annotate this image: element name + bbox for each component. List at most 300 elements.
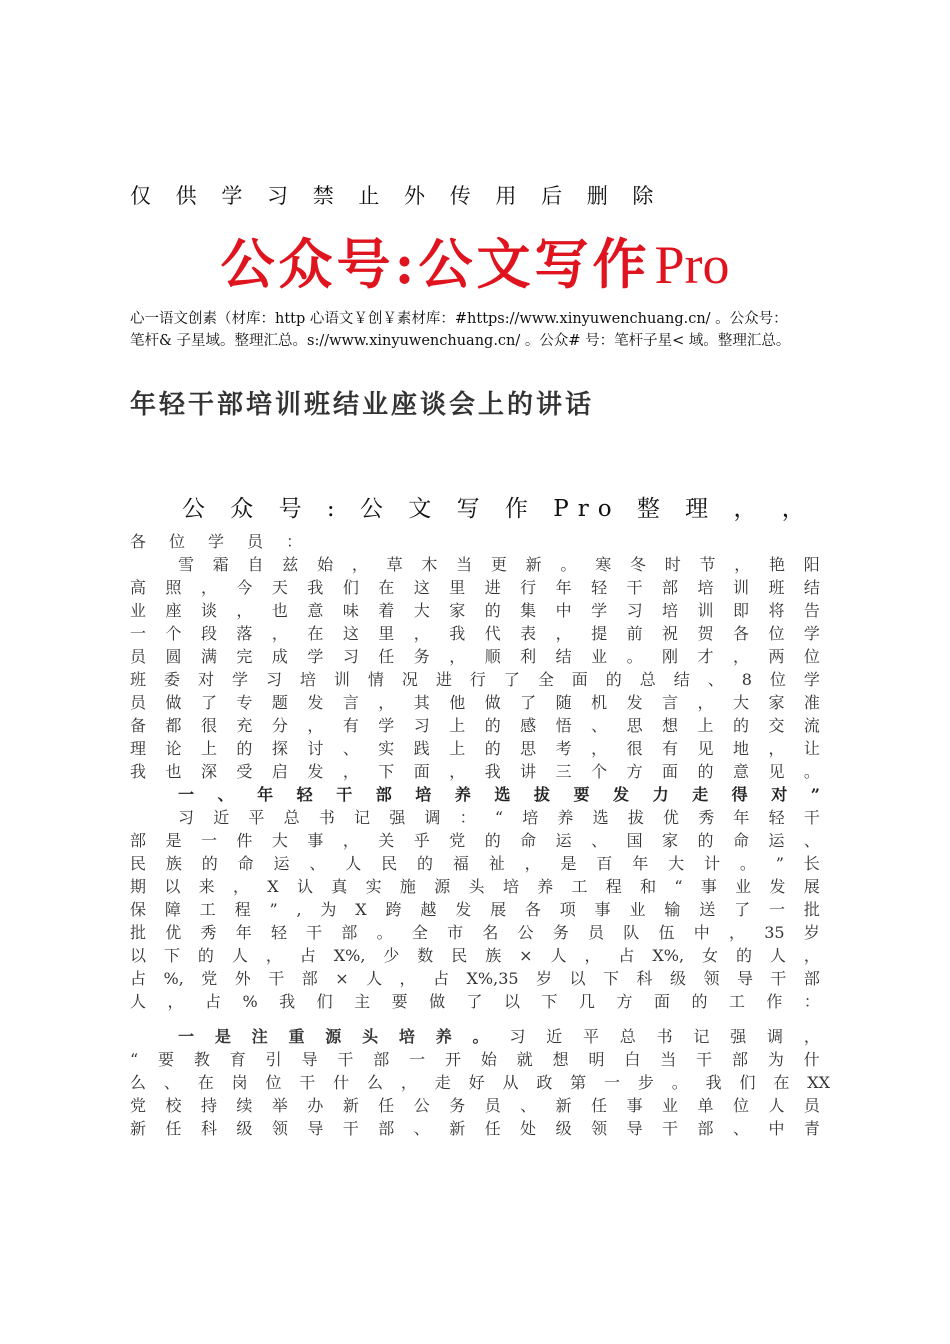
glyph: ： [803, 992, 820, 1011]
glyph: 充 [236, 716, 253, 735]
text-line [130, 990, 820, 1013]
glyph: 部 [697, 1119, 714, 1138]
section-heading [130, 783, 820, 806]
glyph: 事 [307, 831, 324, 850]
glyph: 事 [594, 900, 611, 919]
glyph: 在 [197, 1073, 214, 1092]
glyph: 轻 [296, 785, 313, 804]
glyph: 在 [307, 624, 324, 643]
glyph: 中 [555, 601, 572, 620]
glyph: 考 [555, 739, 572, 758]
glyph: 务 [552, 923, 569, 942]
glyph: 让 [803, 739, 820, 758]
glyph: 。 [376, 923, 393, 942]
glyph: 运 [768, 831, 785, 850]
glyph: 意 [307, 601, 324, 620]
glyph: 着 [378, 601, 395, 620]
glyph: 任 [378, 1096, 395, 1115]
glyph: 有 [662, 739, 679, 758]
glyph: 养 [454, 785, 471, 804]
glyph: ， [591, 739, 608, 758]
glyph: 即 [732, 601, 749, 620]
glyph: X%, [652, 946, 685, 965]
glyph: 学 [208, 532, 225, 551]
text-line [130, 1094, 820, 1117]
brand-pro: Pro [654, 235, 730, 295]
glyph: 一 [130, 624, 147, 643]
glyph: 想 [552, 1050, 569, 1069]
glyph: 的 [417, 854, 434, 873]
glyph: 第 [570, 1073, 587, 1092]
glyph: 民 [451, 946, 468, 965]
glyph: 提 [591, 624, 608, 643]
glyph: ， [167, 992, 184, 1011]
glyph: 强 [730, 1027, 747, 1046]
glyph: 这 [413, 578, 430, 597]
glyph: 一 [178, 785, 195, 804]
glyph: 续 [236, 1096, 253, 1115]
glyph: 自 [247, 555, 264, 574]
glyph: ， [200, 578, 217, 597]
glyph: 名 [482, 923, 499, 942]
glyph: 部 [373, 1050, 390, 1069]
glyph: 运 [555, 831, 572, 850]
glyph: 进 [435, 670, 452, 689]
glyph: 将 [768, 601, 785, 620]
glyph: 人 [130, 992, 147, 1011]
glyph: 讨 [307, 739, 324, 758]
glyph: 机 [591, 693, 608, 712]
text-line [130, 599, 820, 622]
glyph: 计 [704, 854, 721, 873]
glyph: 了 [466, 992, 483, 1011]
glyph: 发 [307, 762, 324, 781]
glyph: 教 [193, 1050, 210, 1069]
source-line: 笔杆& 子星域。整理汇总。s://www.xinyuwenchuang.cn/ 。公众# 号：笔杆子星< 域。整理汇总。 [130, 333, 791, 349]
glyph: 新 [449, 1119, 466, 1138]
glyph: 干 [299, 1073, 316, 1092]
glyph: 言 [662, 693, 679, 712]
glyph: 轻 [270, 923, 287, 942]
glyph: 见 [697, 739, 714, 758]
glyph: 上 [449, 739, 466, 758]
glyph: 习 [265, 670, 282, 689]
glyph: 我 [484, 762, 501, 781]
glyph: 8 [741, 670, 752, 689]
text-line [130, 1025, 820, 1048]
glyph: 也 [271, 601, 288, 620]
glyph: 单 [697, 1096, 714, 1115]
text-line [130, 576, 820, 599]
glyph: 总 [639, 670, 656, 689]
glyph: 培 [299, 670, 316, 689]
glyph: 引 [265, 1050, 282, 1069]
glyph: ， [449, 647, 466, 666]
glyph: 障 [164, 900, 181, 919]
glyph: 跨 [385, 900, 402, 919]
glyph: 少 [383, 946, 400, 965]
glyph: 人 [366, 969, 383, 988]
glyph: 的 [732, 716, 749, 735]
glyph: 况 [401, 670, 418, 689]
glyph: 的 [484, 716, 501, 735]
glyph: 结 [673, 670, 690, 689]
glyph: ， [351, 555, 368, 574]
glyph: 习 [626, 601, 643, 620]
glyph: 为 [767, 1050, 784, 1069]
glyph: ， [449, 762, 466, 781]
glyph: 家 [449, 601, 466, 620]
glyph: ， [271, 624, 288, 643]
glyph: 干 [770, 969, 787, 988]
glyph: 进 [484, 578, 501, 597]
glyph: 实 [365, 877, 382, 896]
glyph: 照 [165, 578, 182, 597]
glyph: 冬 [629, 555, 646, 574]
glyph: 做 [165, 693, 182, 712]
glyph: 级 [236, 1119, 253, 1138]
glyph: 员 [588, 923, 605, 942]
glyph: 下 [541, 992, 558, 1011]
glyph: 总 [619, 1027, 636, 1046]
glyph: 天 [271, 578, 288, 597]
glyph: 里 [378, 624, 395, 643]
glyph: 族 [165, 854, 182, 873]
glyph: 平 [248, 808, 265, 827]
glyph: 部 [662, 578, 679, 597]
glyph: 分 [271, 716, 288, 735]
glyph: 个 [591, 762, 608, 781]
glyph: 新 [342, 1096, 359, 1115]
glyph: 步 [637, 1073, 654, 1092]
glyph: 面 [413, 762, 430, 781]
glyph: 近 [546, 1027, 563, 1046]
glyph: 队 [623, 923, 640, 942]
glyph: 思 [520, 739, 537, 758]
glyph: 业 [662, 1096, 679, 1115]
glyph: 理 [130, 739, 147, 758]
glyph: ， [803, 946, 820, 965]
glyph: 级 [555, 1119, 572, 1138]
glyph: ” [269, 900, 278, 919]
glyph: 的 [484, 739, 501, 758]
glyph: ， [342, 762, 359, 781]
glyph: 兹 [282, 555, 299, 574]
glyph: 新 [555, 1096, 572, 1115]
glyph: 下 [378, 762, 395, 781]
glyph: 下 [163, 946, 180, 965]
glyph: 年 [257, 785, 274, 804]
glyph: 结 [555, 647, 572, 666]
glyph: 举 [271, 1096, 288, 1115]
glyph: 公 [517, 923, 534, 942]
glyph: 始 [480, 1050, 497, 1069]
glyph: 代 [484, 624, 501, 643]
glyph: ， [307, 716, 324, 735]
glyph: 委 [163, 670, 180, 689]
glyph: ， [524, 854, 541, 873]
glyph: 才 [697, 647, 714, 666]
glyph: 员 [803, 1096, 820, 1115]
glyph: 头 [362, 1027, 379, 1046]
glyph: 员 [484, 1096, 501, 1115]
glyph: ， [803, 1027, 820, 1046]
glyph: 白 [624, 1050, 641, 1069]
glyph: 么 [130, 1073, 147, 1092]
glyph: 刚 [662, 647, 679, 666]
glyph: 发 [455, 900, 472, 919]
glyph: 导 [307, 1119, 324, 1138]
glyph: 我 [705, 1073, 722, 1092]
glyph: 们 [316, 992, 333, 1011]
text-line [130, 668, 820, 691]
glyph: 其 [413, 693, 430, 712]
glyph: 什 [803, 1050, 820, 1069]
glyph: 一 [604, 1073, 621, 1092]
glyph: 培 [697, 578, 714, 597]
glyph: 育 [229, 1050, 246, 1069]
glyph: 、 [520, 1096, 537, 1115]
glyph: 他 [449, 693, 466, 712]
glyph: 雪 [178, 555, 195, 574]
text-line [130, 737, 820, 760]
glyph: 事 [626, 1096, 643, 1115]
glyph: 都 [165, 716, 182, 735]
text-line [130, 921, 820, 944]
glyph: 命 [520, 831, 537, 850]
glyph: 养 [557, 808, 574, 827]
glyph: 关 [378, 831, 395, 850]
glyph: 要 [391, 992, 408, 1011]
glyph: 、 [591, 831, 608, 850]
text-line [130, 852, 820, 875]
glyph: 导 [626, 1119, 643, 1138]
glyph: 准 [803, 693, 820, 712]
glyph: 部 [301, 969, 318, 988]
glyph: 贺 [697, 624, 714, 643]
glyph: ， [232, 877, 249, 896]
glyph: 优 [165, 923, 182, 942]
glyph: 来 [198, 877, 215, 896]
text-line [130, 1117, 820, 1140]
glyph: 中 [768, 1119, 785, 1138]
glyph: 源 [325, 1027, 342, 1046]
glyph: ， [265, 946, 282, 965]
glyph: 随 [555, 693, 572, 712]
glyph: 平 [582, 1027, 599, 1046]
glyph: 干 [696, 1050, 713, 1069]
glyph: 上 [449, 716, 466, 735]
glyph: 们 [739, 1073, 756, 1092]
glyph: 年 [632, 854, 649, 873]
glyph: 思 [626, 716, 643, 735]
glyph: 表 [520, 624, 537, 643]
glyph: 人 [768, 1096, 785, 1115]
brand-title [0, 222, 950, 299]
glyph: 科 [200, 1119, 217, 1138]
glyph: 位 [732, 1096, 749, 1115]
text-line [130, 967, 820, 990]
glyph: 项 [559, 900, 576, 919]
glyph: 的 [697, 831, 714, 850]
glyph: ， [342, 831, 359, 850]
glyph: 数 [417, 946, 434, 965]
glyph: 祉 [488, 854, 505, 873]
text-line [130, 645, 820, 668]
glyph: 受 [236, 762, 253, 781]
glyph: 艳 [769, 555, 786, 574]
glyph: 习 [178, 808, 195, 827]
glyph: 、 [163, 1073, 180, 1092]
glyph: 。 [739, 854, 756, 873]
glyph: 情 [367, 670, 384, 689]
glyph: 书 [318, 808, 335, 827]
glyph: 明 [588, 1050, 605, 1069]
glyph: 做 [429, 992, 446, 1011]
glyph: 训 [732, 578, 749, 597]
glyph: 习 [342, 647, 359, 666]
glyph: 时 [664, 555, 681, 574]
glyph: 干 [626, 578, 643, 597]
glyph: 新 [130, 1119, 147, 1138]
glyph: × [519, 946, 533, 965]
glyph: 成 [271, 647, 288, 666]
glyph: 完 [236, 647, 253, 666]
glyph: 、 [413, 1119, 430, 1138]
glyph: 培 [398, 1027, 415, 1046]
document-body [130, 530, 830, 1140]
glyph: 民 [130, 854, 147, 873]
glyph: 利 [520, 647, 537, 666]
glyph: 、 [707, 670, 724, 689]
glyph: 国 [626, 831, 643, 850]
text-line [130, 691, 820, 714]
glyph: 学 [307, 647, 324, 666]
glyph: 外 [234, 969, 251, 988]
text-line [130, 1071, 830, 1094]
glyph: 领 [271, 1119, 288, 1138]
glyph: 探 [271, 739, 288, 758]
glyph: 位 [169, 532, 186, 551]
glyph: 岗 [231, 1073, 248, 1092]
glyph: 有 [342, 716, 359, 735]
glyph: 当 [660, 1050, 677, 1069]
glyph: 位 [265, 1073, 282, 1092]
glyph: 件 [236, 831, 253, 850]
glyph: 占 [204, 992, 221, 1011]
glyph: 干 [342, 1119, 359, 1138]
glyph: 秀 [698, 808, 715, 827]
glyph: 论 [165, 739, 182, 758]
glyph: 们 [342, 578, 359, 597]
glyph: 的 [605, 670, 622, 689]
glyph: 一 [409, 1050, 426, 1069]
glyph: ： [286, 532, 303, 551]
glyph: 家 [662, 831, 679, 850]
glyph: “ [674, 877, 683, 896]
glyph: 见 [768, 762, 785, 781]
glyph: 习 [509, 1027, 526, 1046]
glyph: ， [732, 647, 749, 666]
glyph: XX [807, 1073, 830, 1092]
glyph: 。 [803, 762, 820, 781]
glyph: 训 [333, 670, 350, 689]
glyph: 题 [271, 693, 288, 712]
glyph: 占 [130, 969, 147, 988]
glyph: 以 [504, 992, 521, 1011]
notice-banner: 仅 供 学 习 禁 止 外 传 用 后 删 除 [130, 184, 663, 208]
glyph: 好 [468, 1073, 485, 1092]
glyph: 长 [803, 854, 820, 873]
glyph: 也 [165, 762, 182, 781]
glyph: 家 [768, 693, 785, 712]
glyph: 科 [636, 969, 653, 988]
glyph: ， [399, 969, 416, 988]
glyph: 学 [803, 670, 820, 689]
glyph: 党 [130, 1096, 147, 1115]
glyph: 霜 [212, 555, 229, 574]
glyph: 岁 [803, 923, 820, 942]
glyph: 培 [522, 808, 539, 827]
glyph: 、 [217, 785, 234, 804]
glyph: 了 [503, 670, 520, 689]
glyph: 什 [333, 1073, 350, 1092]
glyph: 大 [732, 693, 749, 712]
glyph: 上 [697, 716, 714, 735]
glyph: 我 [307, 578, 324, 597]
glyph: 党 [201, 969, 218, 988]
glyph: 记 [693, 1027, 710, 1046]
glyph: 从 [502, 1073, 519, 1092]
glyph: 全 [411, 923, 428, 942]
glyph: ， [413, 624, 430, 643]
glyph: 部 [803, 969, 820, 988]
glyph: 越 [420, 900, 437, 919]
glyph: 市 [447, 923, 464, 942]
glyph: 学 [231, 670, 248, 689]
glyph: 顺 [484, 647, 501, 666]
glyph: 是 [560, 854, 577, 873]
glyph: 各 [524, 900, 541, 919]
glyph: 主 [354, 992, 371, 1011]
glyph: 是 [214, 1027, 231, 1046]
glyph: 、 [342, 739, 359, 758]
glyph: 认 [296, 877, 313, 896]
glyph: 干 [803, 808, 820, 827]
glyph: 言 [342, 693, 359, 712]
glyph: 重 [288, 1027, 305, 1046]
glyph: 深 [200, 762, 217, 781]
glyph: ， [400, 1073, 417, 1092]
glyph: 人 [231, 946, 248, 965]
glyph: 了 [520, 693, 537, 712]
glyph: 领 [591, 1119, 608, 1138]
glyph: 命 [732, 831, 749, 850]
glyph: 展 [490, 900, 507, 919]
glyph: 选 [592, 808, 609, 827]
glyph: 的 [484, 831, 501, 850]
glyph: 各 [732, 624, 749, 643]
glyph: 业 [629, 900, 646, 919]
glyph: 训 [697, 601, 714, 620]
glyph: 年 [555, 578, 572, 597]
glyph: 业 [130, 601, 147, 620]
glyph: 展 [803, 877, 820, 896]
glyph: 两 [768, 647, 785, 666]
glyph: 部 [732, 1050, 749, 1069]
glyph: “ [494, 808, 504, 827]
glyph: 得 [731, 785, 748, 804]
